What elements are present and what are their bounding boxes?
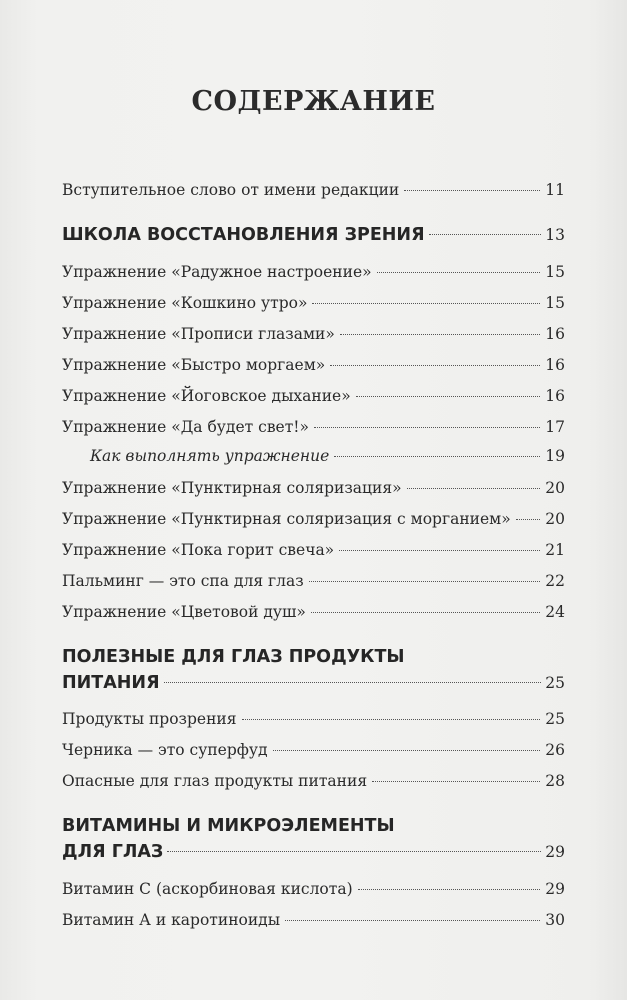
toc-page-number: 15 [545, 263, 565, 281]
section-title: ПОЛЕЗНЫЕ ДЛЯ ГЛАЗ ПРОДУКТЫ [62, 647, 405, 667]
toc-entry[interactable] [62, 386, 565, 406]
dot-leader [340, 334, 540, 335]
toc-entry[interactable] [62, 478, 565, 498]
toc-page-number: 16 [545, 387, 565, 405]
toc-entry[interactable] [62, 602, 565, 622]
toc-page-number: 29 [545, 843, 565, 861]
toc-page-number: 16 [545, 325, 565, 343]
toc-entry-label: Как выполнять упражнение [90, 447, 330, 465]
page-title: СОДЕРЖАНИЕ [191, 86, 436, 117]
toc-entry-label: Упражнение «Да будет свет!» [62, 418, 310, 436]
section-title-continued: ДЛЯ ГЛАЗ [62, 842, 164, 862]
toc-page-number: 24 [545, 603, 565, 621]
toc-entry-label: Вступительное слово от имени редакции [62, 181, 400, 199]
toc-page-number: 13 [545, 226, 565, 244]
toc-entry-label: Пальминг — это спа для глаз [62, 572, 304, 590]
toc-section-heading-1[interactable] [62, 222, 565, 248]
toc-page-number: 29 [545, 880, 565, 898]
dot-leader [314, 427, 540, 428]
dot-leader [516, 519, 541, 520]
toc-page-number: 21 [545, 541, 565, 559]
dot-leader [273, 750, 541, 751]
toc-entry[interactable] [62, 509, 565, 529]
dot-leader [312, 303, 540, 304]
toc-page-number: 26 [545, 741, 565, 759]
toc-page-number: 30 [545, 911, 565, 929]
toc-entry[interactable] [62, 709, 565, 729]
toc-page-number: 19 [545, 447, 565, 465]
dot-leader [334, 456, 540, 457]
toc-entry-label: Упражнение «Пунктирная соляризация» [62, 479, 402, 497]
toc-entry[interactable] [62, 417, 565, 437]
dot-leader [167, 851, 541, 852]
toc-section-heading-2[interactable] [62, 644, 565, 696]
toc-entry-label: Опасные для глаз продукты питания [62, 772, 368, 790]
toc-page-number: 28 [545, 772, 565, 790]
toc-entry[interactable] [62, 355, 565, 375]
dot-leader [372, 781, 540, 782]
toc-page-number: 25 [545, 710, 565, 728]
toc-page-number: 11 [545, 181, 565, 199]
toc-entry-intro[interactable] [62, 180, 565, 200]
dot-leader [285, 920, 540, 921]
toc-entry-label: Упражнение «Быстро моргаем» [62, 356, 326, 374]
dot-leader [404, 190, 540, 191]
dot-leader [356, 396, 541, 397]
section-title: ШКОЛА ВОССТАНОВЛЕНИЯ ЗРЕНИЯ [62, 225, 425, 245]
toc-entry-label: Витамин А и каротиноиды [62, 911, 281, 929]
dot-leader [330, 365, 540, 366]
toc-entry[interactable] [62, 262, 565, 282]
toc-entry[interactable] [62, 540, 565, 560]
section-title: ВИТАМИНЫ И МИКРОЭЛЕМЕНТЫ [62, 816, 395, 836]
toc-entry[interactable] [62, 879, 565, 899]
toc-entry-label: Упражнение «Пока горит свеча» [62, 541, 335, 559]
toc-entry[interactable] [62, 571, 565, 591]
toc-entry-label: Упражнение «Кошкино утро» [62, 294, 308, 312]
dot-leader [377, 272, 541, 273]
toc-entry[interactable] [62, 910, 565, 930]
dot-leader [407, 488, 541, 489]
dot-leader [309, 581, 541, 582]
toc-page-number: 25 [545, 674, 565, 692]
toc-entry-label: Упражнение «Йоговское дыхание» [62, 387, 351, 405]
toc-page-number: 20 [545, 479, 565, 497]
toc-entry-label: Витамин С (аскорбиновая кислота) [62, 880, 353, 898]
toc-page-number: 22 [545, 572, 565, 590]
toc-entry-label: Упражнение «Цветовой душ» [62, 603, 306, 621]
dot-leader [358, 889, 541, 890]
toc-section-heading-3[interactable] [62, 813, 565, 865]
toc-entry-label: Упражнение «Пунктирная соляризация с морганием» [62, 510, 511, 528]
toc-entry[interactable] [62, 293, 565, 313]
toc-entry-label: Продукты прозрения [62, 710, 237, 728]
dot-leader [429, 234, 542, 235]
toc-page-number: 15 [545, 294, 565, 312]
dot-leader [164, 682, 542, 683]
dot-leader [242, 719, 541, 720]
toc-entry-label: Упражнение «Прописи глазами» [62, 325, 335, 343]
toc-page-number: 16 [545, 356, 565, 374]
dot-leader [339, 550, 540, 551]
toc-entry[interactable] [62, 740, 565, 760]
toc-entry[interactable] [62, 771, 565, 791]
section-title-continued: ПИТАНИЯ [62, 673, 160, 693]
toc-page-number: 20 [545, 510, 565, 528]
toc-page-number: 17 [545, 418, 565, 436]
dot-leader [311, 612, 540, 613]
toc-subentry[interactable] [90, 446, 565, 466]
toc-entry-label: Черника — это суперфуд [62, 741, 268, 759]
toc-entry[interactable] [62, 324, 565, 344]
toc-entry-label: Упражнение «Радужное настроение» [62, 263, 372, 281]
